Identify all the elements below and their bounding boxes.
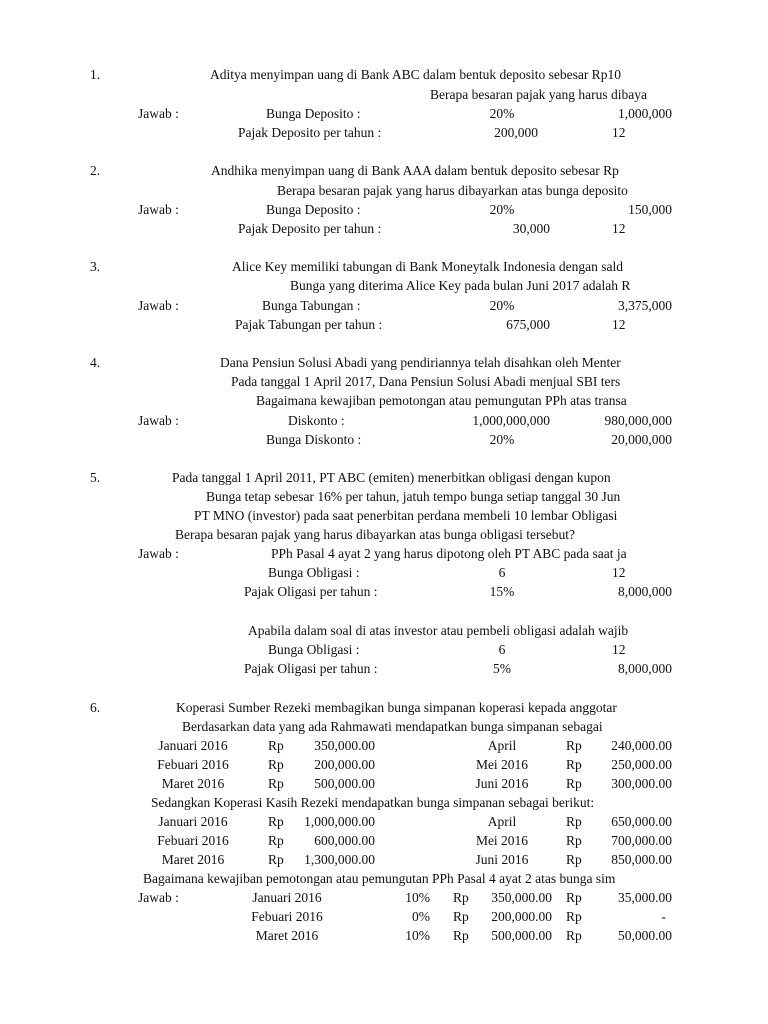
- row-value: 5%: [493, 661, 511, 676]
- question-line: PT MNO (investor) pada saat penerbitan perdana membeli 10 lembar Obligasi: [194, 508, 618, 523]
- amount-cell: 600,000.00: [314, 833, 375, 848]
- row-value: 1,000,000,000: [472, 413, 550, 428]
- row-value: 8,000,000: [618, 661, 672, 676]
- row-value: 20%: [489, 202, 515, 217]
- currency-cell: Rp: [268, 757, 284, 772]
- row-label: Pajak Tabungan per tahun :: [235, 317, 383, 332]
- row-value: 12: [612, 565, 626, 580]
- amount-cell: 350,000.00: [314, 738, 375, 753]
- currency-cell: Rp: [566, 909, 582, 924]
- jawab-label: Jawab :: [138, 106, 179, 121]
- month-cell: Maret 2016: [255, 928, 319, 943]
- month-cell: Januari 2016: [252, 890, 322, 905]
- amount-cell: 500,000.00: [491, 928, 552, 943]
- mid-line: Sedangkan Koperasi Kasih Rezeki mendapatkan bunga simpanan sebagai berikut:: [151, 795, 595, 810]
- question-line: Berapa besaran pajak yang harus dibayarkan atas bunga deposito: [277, 183, 628, 198]
- amount-cell: 200,000.00: [491, 909, 552, 924]
- row-value: 200,000: [494, 125, 538, 140]
- amount-cell: 35,000.00: [618, 890, 672, 905]
- row-value: 8,000,000: [618, 584, 672, 599]
- item-number: 6.: [90, 700, 101, 715]
- question-line: Pada tanggal 1 April 2011, PT ABC (emiten) menerbitkan obligasi dengan kupon: [172, 470, 611, 485]
- month-cell: Januari 2016: [158, 738, 228, 753]
- currency-cell: Rp: [566, 757, 582, 772]
- rate-cell: 10%: [405, 890, 430, 905]
- item-number: 2.: [90, 163, 101, 178]
- amount-cell: 1,300,000.00: [304, 852, 375, 867]
- row-value: 150,000: [628, 202, 672, 217]
- row-value: 20%: [489, 432, 515, 447]
- month-cell: Maret 2016: [161, 776, 225, 791]
- currency-cell: Rp: [566, 928, 582, 943]
- row-label: Diskonto :: [288, 413, 345, 428]
- row-label: Pajak Deposito per tahun :: [238, 125, 382, 140]
- jawab-label: Jawab :: [138, 413, 179, 428]
- jawab-text: PPh Pasal 4 ayat 2 yang harus dipotong oleh PT ABC pada saat ja: [271, 546, 627, 561]
- currency-cell: Rp: [566, 890, 582, 905]
- item-number: 5.: [90, 470, 101, 485]
- amount-cell: 1,000,000.00: [304, 814, 375, 829]
- amount-cell: 650,000.00: [611, 814, 672, 829]
- month-cell: Juni 2016: [475, 776, 529, 791]
- currency-cell: Rp: [566, 833, 582, 848]
- followup-line: Apabila dalam soal di atas investor atau pembeli obligasi adalah wajib: [248, 623, 629, 638]
- month-cell: Febuari 2016: [157, 833, 229, 848]
- row-label: Bunga Tabungan :: [262, 298, 361, 313]
- amount-cell: 200,000.00: [314, 757, 375, 772]
- row-value: 12: [612, 221, 626, 236]
- amount-cell: 250,000.00: [611, 757, 672, 772]
- question-line: Bunga tetap sebesar 16% per tahun, jatuh tempo bunga setiap tanggal 30 Jun: [206, 489, 621, 504]
- month-cell: Febuari 2016: [251, 909, 323, 924]
- amount-cell: 700,000.00: [611, 833, 672, 848]
- amount-cell: 350,000.00: [491, 890, 552, 905]
- amount-cell: 50,000.00: [618, 928, 672, 943]
- question-line: Andhika menyimpan uang di Bank AAA dalam bentuk deposito sebesar Rp: [211, 163, 619, 178]
- month-cell: Januari 2016: [158, 814, 228, 829]
- amount-cell: 240,000.00: [611, 738, 672, 753]
- item-number: 3.: [90, 259, 101, 274]
- question-line: Bagaimana kewajiban pemotongan atau pemungutan PPh atas transa: [256, 393, 627, 408]
- month-cell: Juni 2016: [475, 852, 529, 867]
- currency-cell: Rp: [268, 776, 284, 791]
- question-line: Alice Key memiliki tabungan di Bank Moneytalk Indonesia dengan sald: [232, 259, 624, 274]
- currency-cell: Rp: [453, 909, 469, 924]
- currency-cell: Rp: [566, 852, 582, 867]
- currency-cell: Rp: [268, 814, 284, 829]
- currency-cell: Rp: [566, 814, 582, 829]
- question-line: Berapa besaran pajak yang harus dibayarkan atas bunga obligasi tersebut?: [175, 527, 575, 542]
- row-value: 980,000,000: [604, 413, 672, 428]
- row-value: 15%: [489, 584, 515, 599]
- row-label: Bunga Obligasi :: [268, 565, 360, 580]
- row-value: 3,375,000: [618, 298, 672, 313]
- row-value: 20,000,000: [611, 432, 672, 447]
- row-label: Pajak Deposito per tahun :: [238, 221, 382, 236]
- row-label: Pajak Oligasi per tahun :: [244, 661, 378, 676]
- row-value: 6: [498, 642, 506, 657]
- amount-cell: 300,000.00: [611, 776, 672, 791]
- question-line: Bunga yang diterima Alice Key pada bulan Juni 2017 adalah R: [290, 278, 631, 293]
- currency-cell: Rp: [453, 890, 469, 905]
- jawab-label: Jawab :: [138, 546, 179, 561]
- month-cell: Febuari 2016: [157, 757, 229, 772]
- jawab-label: Jawab :: [138, 890, 179, 905]
- row-value: 20%: [489, 298, 515, 313]
- currency-cell: Rp: [566, 738, 582, 753]
- amount-cell: -: [661, 909, 666, 924]
- rate-cell: 10%: [405, 928, 430, 943]
- question-line: Aditya menyimpan uang di Bank ABC dalam bentuk deposito sebesar Rp10: [210, 67, 621, 82]
- row-value: 20%: [489, 106, 515, 121]
- currency-cell: Rp: [453, 928, 469, 943]
- row-value: 30,000: [512, 221, 550, 236]
- row-value: 6: [498, 565, 506, 580]
- item-number: 4.: [90, 355, 101, 370]
- month-cell: April: [487, 738, 517, 753]
- row-value: 1,000,000: [618, 106, 672, 121]
- currency-cell: Rp: [566, 776, 582, 791]
- rate-cell: 0%: [412, 909, 430, 924]
- row-value: 12: [612, 317, 626, 332]
- jawab-label: Jawab :: [138, 202, 179, 217]
- month-cell: Mei 2016: [475, 757, 529, 772]
- amount-cell: 850,000.00: [611, 852, 672, 867]
- jawab-label: Jawab :: [138, 298, 179, 313]
- month-cell: April: [487, 814, 517, 829]
- currency-cell: Rp: [268, 833, 284, 848]
- row-value: 675,000: [506, 317, 550, 332]
- item-number: 1.: [90, 67, 101, 82]
- month-cell: Maret 2016: [161, 852, 225, 867]
- question-line: Koperasi Sumber Rezeki membagikan bunga simpanan koperasi kepada anggotar: [176, 700, 617, 715]
- currency-cell: Rp: [268, 738, 284, 753]
- row-label: Pajak Oligasi per tahun :: [244, 584, 378, 599]
- question-line: Bagaimana kewajiban pemotongan atau pemungutan PPh Pasal 4 ayat 2 atas bunga sim: [143, 871, 616, 886]
- row-value: 12: [612, 642, 626, 657]
- question-line: Berdasarkan data yang ada Rahmawati mendapatkan bunga simpanan sebagai: [182, 719, 603, 734]
- amount-cell: 500,000.00: [314, 776, 375, 791]
- month-cell: Mei 2016: [475, 833, 529, 848]
- question-line: Pada tanggal 1 April 2017, Dana Pensiun Solusi Abadi menjual SBI ters: [231, 374, 621, 389]
- row-label: Bunga Deposito :: [266, 202, 361, 217]
- row-label: Bunga Deposito :: [266, 106, 361, 121]
- currency-cell: Rp: [268, 852, 284, 867]
- row-label: Bunga Obligasi :: [268, 642, 360, 657]
- question-line: Berapa besaran pajak yang harus dibaya: [430, 87, 648, 102]
- question-line: Dana Pensiun Solusi Abadi yang pendiriannya telah disahkan oleh Menter: [220, 355, 621, 370]
- row-label: Bunga Diskonto :: [266, 432, 362, 447]
- row-value: 12: [612, 125, 626, 140]
